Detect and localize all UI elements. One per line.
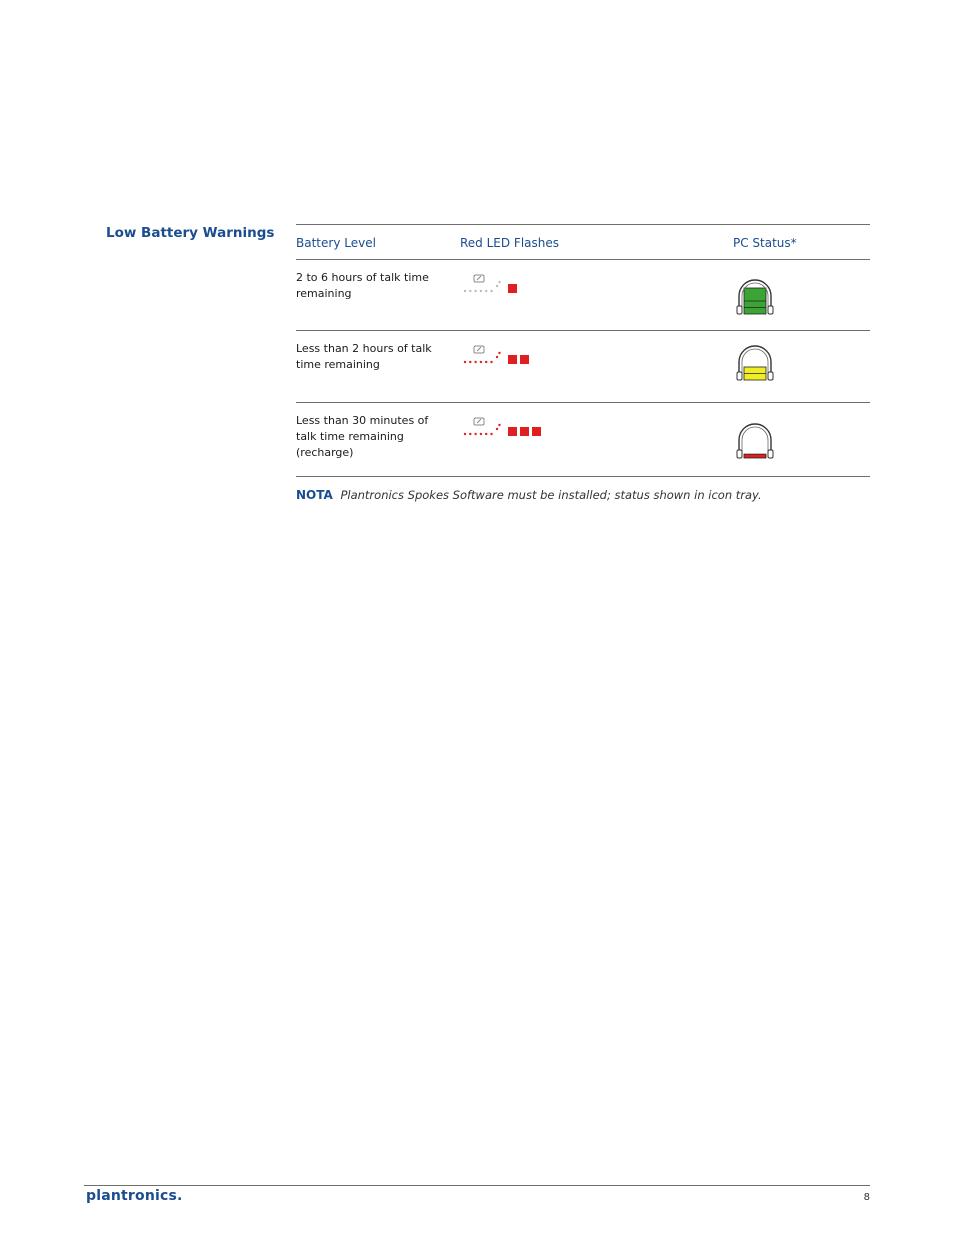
led-trail-dot — [474, 290, 476, 292]
brand-logo: plantronics. — [86, 1188, 183, 1204]
led-trail-dot — [474, 433, 476, 435]
note-label: NOTA — [296, 488, 333, 502]
header-led-flashes: Red LED Flashes — [460, 236, 560, 250]
headset-mini-icon — [474, 418, 484, 425]
earcup-left — [737, 306, 742, 314]
led-trail-dot — [469, 361, 471, 363]
row-divider — [296, 330, 870, 331]
led-trail-dot — [464, 433, 466, 435]
earcup-right — [768, 372, 773, 380]
led-flash-icon — [460, 272, 550, 298]
led-trail-dot — [496, 285, 498, 287]
led-trail-dot — [498, 281, 500, 283]
led-trail-dot — [480, 361, 482, 363]
headband-outline — [739, 424, 771, 452]
row-divider — [296, 402, 870, 403]
row-1-level: 2 to 6 hours of talk time remaining — [296, 271, 429, 300]
header-pc-status: PC Status* — [733, 236, 797, 250]
led-trail-dot — [485, 361, 487, 363]
led-trail-dot — [496, 356, 498, 358]
page-number: 8 — [863, 1192, 870, 1203]
section-title: Low Battery Warnings — [106, 225, 275, 241]
headset-status-icon — [734, 274, 786, 318]
headset-mini-icon — [474, 346, 484, 353]
led-trail-dot — [480, 290, 482, 292]
row-2-level: Less than 2 hours of talk time remaining — [296, 342, 432, 371]
led-trail-dot — [485, 290, 487, 292]
led-trail-dot — [469, 433, 471, 435]
led-trail-dot — [474, 361, 476, 363]
led-trail-dot — [469, 290, 471, 292]
led-trail-dot — [490, 361, 492, 363]
led-trail-dot — [496, 428, 498, 430]
note-text: Plantronics Spokes Software must be installed; status shown in icon tray. — [340, 488, 762, 502]
headset-status-icon — [734, 340, 786, 384]
led-flash-square — [508, 427, 517, 436]
led-flash-square — [508, 284, 517, 293]
led-flash-icon — [460, 415, 550, 441]
earcup-right — [768, 306, 773, 314]
table-bottom-rule — [296, 476, 870, 477]
earcup-right — [768, 450, 773, 458]
headset-mini-icon — [474, 275, 484, 282]
headband-inner — [742, 427, 768, 452]
note — [296, 488, 762, 502]
led-trail-dot — [498, 424, 500, 426]
led-flash-square — [520, 355, 529, 364]
led-trail-dot — [464, 290, 466, 292]
led-trail-dot — [490, 433, 492, 435]
led-trail-dot — [485, 433, 487, 435]
led-flash-square — [508, 355, 517, 364]
led-trail-dot — [480, 433, 482, 435]
led-flash-square — [520, 427, 529, 436]
table-top-rule — [296, 224, 870, 225]
header-battery-level: Battery Level — [296, 236, 376, 250]
led-trail-dot — [498, 352, 500, 354]
header-rule — [296, 259, 870, 260]
battery-fill — [744, 454, 766, 458]
led-flash-square — [532, 427, 541, 436]
led-trail-dot — [464, 361, 466, 363]
led-trail-dot — [490, 290, 492, 292]
headset-status-icon — [734, 418, 786, 462]
led-flash-icon — [460, 343, 550, 369]
earcup-left — [737, 450, 742, 458]
row-3-level: Less than 30 minutes of talk time remaining (recharge) — [296, 414, 429, 459]
earcup-left — [737, 372, 742, 380]
footer-rule — [84, 1185, 870, 1186]
